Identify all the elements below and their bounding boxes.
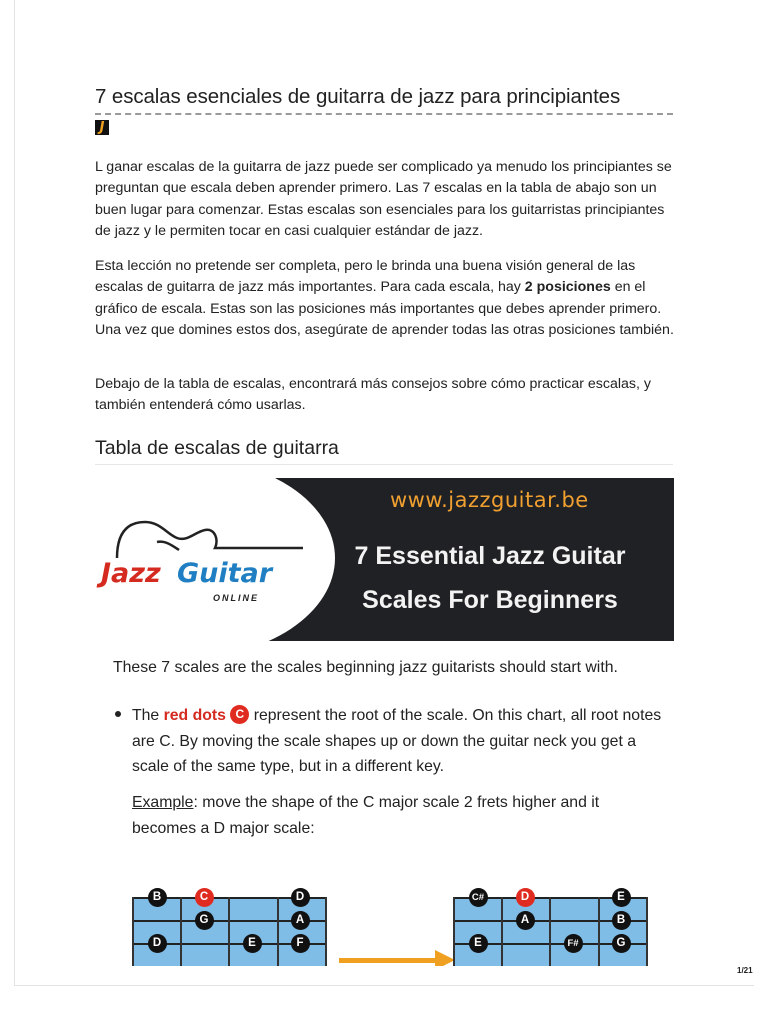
note-marker: E	[469, 934, 488, 953]
bullet-text	[132, 703, 662, 780]
note-marker: D	[291, 888, 310, 907]
fretboard-c-major	[132, 890, 327, 966]
fret-line	[132, 897, 134, 966]
fret-line	[598, 897, 600, 966]
brand-online: ONLINE	[213, 593, 260, 603]
fret-line	[228, 897, 230, 966]
fretboard-d-major	[453, 890, 648, 966]
paragraph-positions	[95, 256, 675, 341]
fret-line	[180, 897, 182, 966]
example-body: : move the shape of the C major scale 2 frets higher and it becomes a D major scale:	[132, 794, 600, 837]
guitar-outline-icon	[115, 516, 305, 561]
banner-title-line: Scales For Beginners	[362, 586, 618, 614]
note-marker: B	[612, 911, 631, 930]
chart-intro: These 7 scales are the scales beginning jazz guitarists should start with.	[113, 659, 618, 676]
title-divider	[95, 113, 673, 115]
fret-line	[453, 897, 455, 966]
note-marker: A	[291, 911, 310, 930]
note-marker: B	[148, 888, 167, 907]
red-dots-label: red dots	[163, 707, 226, 724]
bullet-dot	[115, 711, 121, 717]
example-text	[132, 790, 662, 841]
note-marker: E	[243, 934, 262, 953]
fret-line	[646, 897, 648, 966]
fret-line	[325, 897, 327, 966]
arrow-head-icon	[435, 950, 455, 966]
scale-chart-image	[95, 478, 674, 966]
section-heading: Tabla de escalas de guitarra	[95, 437, 339, 459]
paragraph-text: Esta lección no pretende ser completa, pero le brinda una buena visión general de las escalas de guitarra de jazz más importantes. Para cada escala, hay	[95, 258, 636, 296]
banner-title	[340, 534, 640, 622]
brand-guitar: Guitar	[177, 558, 273, 589]
fret-line	[501, 897, 503, 966]
page-number: 1/21	[737, 966, 753, 975]
bullet-part: represent the root of the scale. On this chart, all root notes are C. By moving the scale shapes up or down the guitar neck you get a scale of the same type, but in a different key.	[132, 707, 662, 775]
page-border	[14, 0, 15, 985]
note-marker: D	[148, 934, 167, 953]
note-marker: C#	[469, 888, 488, 907]
root-note-marker: C	[195, 888, 214, 907]
page-border	[14, 985, 754, 986]
section-divider	[95, 464, 673, 465]
brand-jazz: Jazz	[101, 558, 161, 589]
note-marker: E	[612, 888, 631, 907]
banner-title-line: 7 Essential Jazz Guitar	[354, 542, 626, 570]
author-logo: J	[95, 120, 109, 135]
root-note-icon: C	[230, 705, 249, 724]
site-url: www.jazzguitar.be	[390, 488, 589, 512]
note-marker: F	[291, 934, 310, 953]
note-marker: A	[516, 911, 535, 930]
paragraph-tips: Debajo de la tabla de escalas, encontrará más consejos sobre cómo practicar escalas, y también entenderá cómo usarlas.	[95, 376, 651, 414]
bullet-part: The	[132, 707, 164, 724]
fret-line	[277, 897, 279, 966]
bold-positions: 2 posiciones	[524, 279, 611, 296]
fret-line	[549, 897, 551, 966]
paragraph-text: en el gráfico de escala. Estas son las posiciones más importantes que debes aprender primero. Una vez que domines estos dos, asegúrate de aprender todas las otras posiciones también.	[95, 279, 674, 338]
arrow-icon	[339, 958, 439, 963]
page-title: 7 escalas esenciales de guitarra de jazz para principiantes	[95, 85, 621, 108]
note-marker: F#	[564, 934, 583, 953]
banner	[95, 478, 674, 641]
note-marker: G	[195, 911, 214, 930]
note-marker: G	[612, 934, 631, 953]
root-note-marker: D	[516, 888, 535, 907]
example-label: Example	[132, 794, 194, 811]
paragraph-intro: L ganar escalas de la guitarra de jazz puede ser complicado ya menudo los principiantes se preguntan que escala deben aprender primero. Las 7 escalas en la tabla de abajo son un buen lugar para comenzar. Estas escalas son esenciales para los guitarristas principiantes de jazz y le permiten tocar en casi cualquier estándar de jazz.	[95, 159, 672, 239]
